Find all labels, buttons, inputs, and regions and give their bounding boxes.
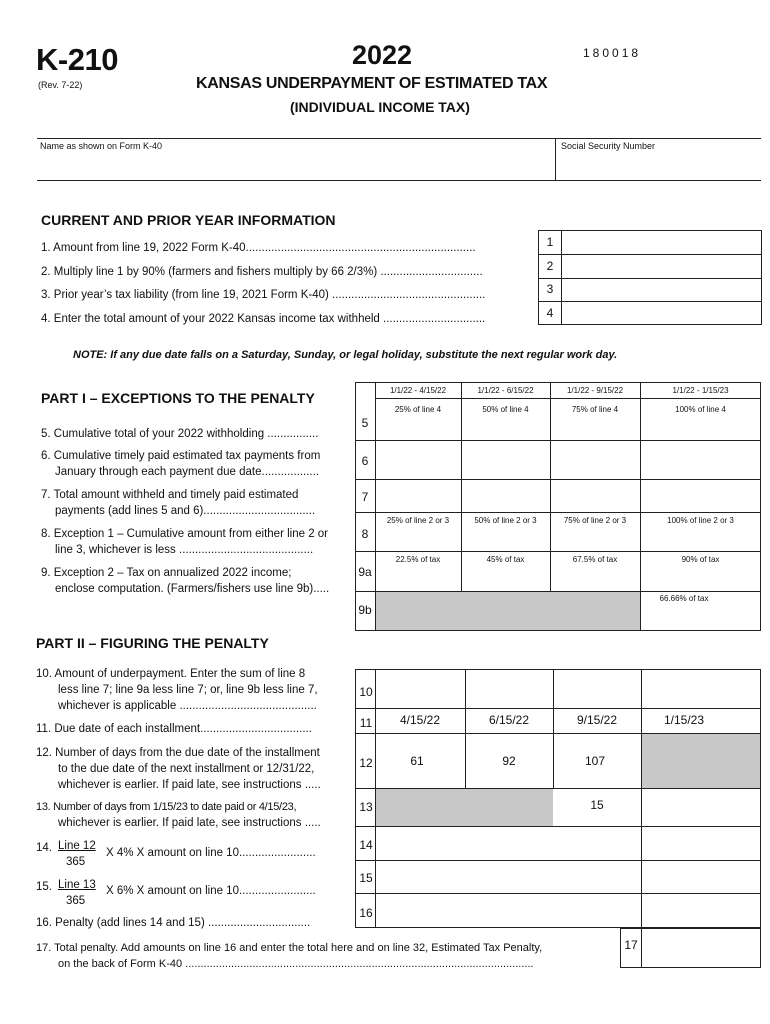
revision-date: (Rev. 7-22) <box>38 80 83 90</box>
line-8-number: 8 <box>361 527 369 541</box>
line-2-number: 2 <box>546 259 554 273</box>
line-3-input[interactable] <box>563 280 760 300</box>
section-heading-current-prior: CURRENT AND PRIOR YEAR INFORMATION <box>41 212 336 228</box>
line-5-pct-4: 100% of line 4 <box>675 405 726 414</box>
line-13-label: 13. Number of days from 1/15/23 to date paid or 4/15/23, <box>36 801 297 813</box>
due-date-4: 1/15/23 <box>663 713 705 727</box>
line-7-number: 7 <box>361 490 369 504</box>
line-8-pct-2: 50% of line 2 or 3 <box>474 516 537 525</box>
name-label: Name as shown on Form K-40 <box>40 141 163 151</box>
line-10-label-cont2: whichever is applicable ........................................... <box>58 700 317 712</box>
line-14-number: 14 <box>359 838 373 852</box>
line-15-prefix: 15. <box>36 881 52 893</box>
line-12-days-3: 107 <box>584 754 606 768</box>
line-12-days-1: 61 <box>410 754 424 768</box>
period-heading-2: 1/1/22 - 6/15/22 <box>477 386 534 395</box>
divider <box>37 138 761 139</box>
line-9a-pct-1: 22.5% of tax <box>395 555 441 564</box>
line-12-label-cont2: whichever is earlier. If paid late, see instructions ..... <box>58 779 321 791</box>
line-4-label: 4. Enter the total amount of your 2022 Kansas income tax withheld ................................ <box>41 313 486 325</box>
line-10-number: 10 <box>359 685 373 699</box>
shaded-area-13 <box>376 789 553 826</box>
line-12-label: 12. Number of days from the due date of the installment <box>36 747 320 759</box>
line-14-label: X 4% X amount on line 10........................ <box>106 847 316 859</box>
line-11-label: 11. Due date of each installment................................... <box>36 723 312 735</box>
form-subtitle: (INDIVIDUAL INCOME TAX) <box>290 99 470 115</box>
divider <box>355 440 761 441</box>
line-9a-pct-2: 45% of tax <box>486 555 525 564</box>
divider <box>553 669 554 788</box>
divider <box>538 254 762 255</box>
due-date-2: 6/15/22 <box>488 713 530 727</box>
line-15-fraction-top: Line 13 <box>58 879 96 891</box>
line-11-number: 11 <box>359 716 373 730</box>
line-17-label-cont: on the back of Form K-40 .................................................................................................................. <box>58 958 534 970</box>
line-8-pct-1: 25% of line 2 or 3 <box>386 516 450 525</box>
line-4-input[interactable] <box>563 303 760 323</box>
line-12-label-cont: to the due date of the next installment or 12/31/22, <box>58 763 315 775</box>
line-3-number: 3 <box>546 282 554 296</box>
line-14-prefix: 14. <box>36 842 52 854</box>
period-heading-4: 1/1/22 - 1/15/23 <box>672 386 729 395</box>
divider <box>355 826 761 827</box>
shaded-area-9b <box>376 592 640 630</box>
line-2-label: 2. Multiply line 1 by 90% (farmers and fishers multiply by 66 2/3%) ................................ <box>41 266 483 278</box>
line-7-label-cont: payments (add lines 5 and 6)................................... <box>55 505 316 517</box>
line-1-input[interactable] <box>563 232 760 253</box>
line-15-number: 15 <box>359 871 373 885</box>
section-heading-part-1: PART I – EXCEPTIONS TO THE PENALTY <box>41 390 315 406</box>
line-6-label-cont: January through each payment due date.................. <box>55 466 320 478</box>
period-heading-1: 1/1/22 - 4/15/22 <box>389 386 447 395</box>
line-9b-number: 9b <box>358 603 372 617</box>
line-14-fraction-top: Line 12 <box>58 840 96 852</box>
divider <box>355 708 761 709</box>
line-5-number: 5 <box>361 416 369 430</box>
line-6-number: 6 <box>361 454 369 468</box>
name-field[interactable] <box>40 153 550 177</box>
line-10-label-cont: less line 7; line 9a less line 7; or, line 9b less line 7, <box>58 684 318 696</box>
line-12-days-2: 92 <box>502 754 516 768</box>
line-16-label: 16. Penalty (add lines 14 and 15) ................................ <box>36 917 311 929</box>
line-8-pct-3: 75% of line 2 or 3 <box>563 516 627 525</box>
line-8-pct-4: 100% of line 2 or 3 <box>667 516 734 525</box>
form-code: 180018 <box>583 46 642 60</box>
line-3-label: 3. Prior year’s tax liability (from line 19, 2021 Form K-40) ................................................ <box>41 289 486 301</box>
divider <box>538 278 762 279</box>
line-16-number: 16 <box>359 906 373 920</box>
line-10-label: 10. Amount of underpayment. Enter the sum of line 8 <box>36 668 306 680</box>
due-date-1: 4/15/22 <box>399 713 441 727</box>
line-8-label-cont: line 3, whichever is less .......................................... <box>55 544 314 556</box>
form-number: K-210 <box>36 42 118 77</box>
line-13-days: 15 <box>590 798 604 812</box>
line-9a-number: 9a <box>358 565 372 579</box>
divider <box>555 138 556 180</box>
line-5-pct-3: 75% of line 4 <box>571 405 619 414</box>
line-7-label: 7. Total amount withheld and timely paid estimated <box>41 489 299 501</box>
line-9-label: 9. Exception 2 – Tax on annualized 2022 income; <box>41 567 292 579</box>
section-heading-part-2: PART II – FIGURING THE PENALTY <box>36 635 269 651</box>
line-15-fraction-bottom: 365 <box>66 895 86 907</box>
line-6-label: 6. Cumulative timely paid estimated tax payments from <box>41 450 321 462</box>
shaded-area-12 <box>642 734 760 788</box>
line-4-number: 4 <box>546 306 554 320</box>
divider <box>355 860 761 861</box>
line-1-number: 1 <box>546 235 554 249</box>
line-9b-pct: 66.66% of tax <box>659 594 709 603</box>
line-17-number: 17 <box>624 938 638 952</box>
note-text: NOTE: If any due date falls on a Saturday, Sunday, or legal holiday, substitute the next regular work day. <box>73 349 618 361</box>
divider <box>355 893 761 894</box>
ssn-field[interactable] <box>560 153 758 177</box>
line-17-input[interactable] <box>643 930 759 966</box>
line-17-label: 17. Total penalty. Add amounts on line 16 and enter the total here and on line 32, Estimated Tax Penalty, <box>36 942 543 954</box>
line-12-number: 12 <box>359 756 373 770</box>
line-5-pct-2: 50% of line 4 <box>482 405 529 414</box>
line-13-label-cont: whichever is earlier. If paid late, see instructions ..... <box>58 817 321 829</box>
divider <box>37 180 761 181</box>
line-1-label: 1. Amount from line 19, 2022 Form K-40........................................................................ <box>41 242 476 254</box>
due-date-3: 9/15/22 <box>576 713 618 727</box>
divider <box>355 512 761 513</box>
divider <box>355 551 761 552</box>
period-heading-3: 1/1/22 - 9/15/22 <box>566 386 624 395</box>
line-5-label: 5. Cumulative total of your 2022 withholding ................ <box>41 428 319 440</box>
line-8-label: 8. Exception 1 – Cumulative amount from either line 2 or <box>41 528 329 540</box>
line-9-label-cont: enclose computation. (Farmers/fishers use line 9b)..... <box>55 583 330 595</box>
line-15-label: X 6% X amount on line 10........................ <box>106 885 316 897</box>
divider <box>375 398 761 399</box>
tax-year: 2022 <box>352 40 413 70</box>
line-13-number: 13 <box>359 800 373 814</box>
ssn-label: Social Security Number <box>561 141 656 151</box>
line-9a-pct-4: 90% of tax <box>681 555 720 564</box>
divider <box>465 669 466 788</box>
line-5-pct-1: 25% of line 4 <box>394 405 442 414</box>
line-14-fraction-bottom: 365 <box>66 856 86 868</box>
line-9a-pct-3: 67.5% of tax <box>572 555 618 564</box>
form-title: KANSAS UNDERPAYMENT OF ESTIMATED TAX <box>196 75 548 92</box>
line-2-input[interactable] <box>563 256 760 277</box>
divider <box>538 301 762 302</box>
divider <box>355 479 761 480</box>
